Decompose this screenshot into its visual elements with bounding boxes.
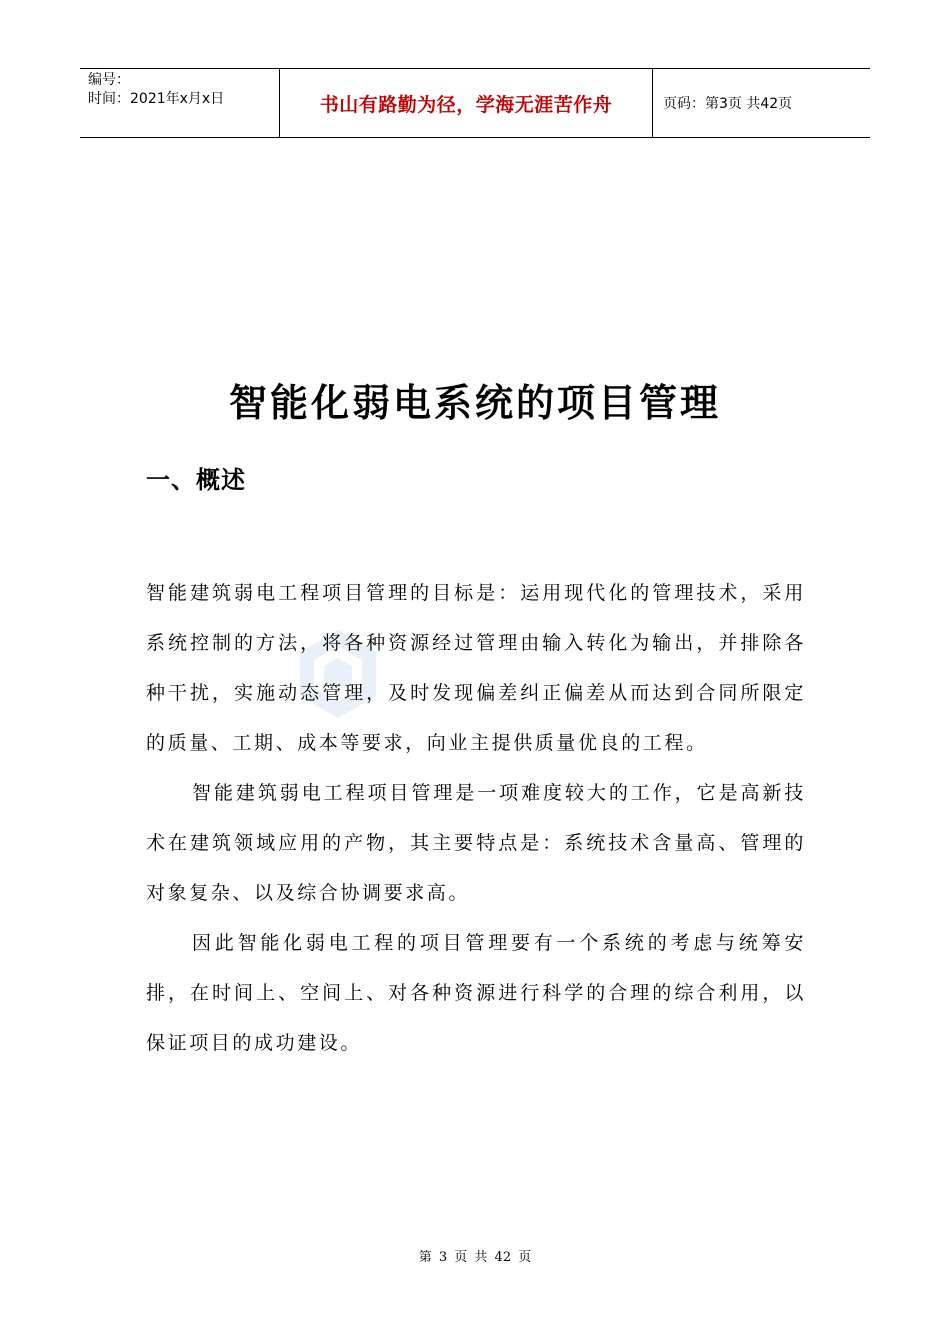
header-number-label: 编号：	[88, 72, 130, 88]
paragraph-3: 因此智能化弱电工程的项目管理要有一个系统的考虑与统筹安排，在时间上、空间上、对各种资源进行科学的合理的综合利用，以保证项目的成功建设。	[146, 932, 806, 1054]
page-footer: 第 3 页 共 42 页	[418, 1250, 532, 1265]
header-meta	[80, 69, 280, 137]
paragraph-1: 智能建筑弱电工程项目管理的目标是：运用现代化的管理技术，采用系统控制的方法，将各种资源经过管理由输入转化为输出，并排除各种干扰，实施动态管理，及时发现偏差纠正偏差从而达到合同所限定的质量、工期、成本等要求，向业主提供质量优良的工程。	[146, 582, 806, 754]
header-page-info: 页码：第3页 共42页	[663, 96, 793, 112]
section-heading: 一、概述	[146, 466, 246, 494]
paragraph-2: 智能建筑弱电工程项目管理是一项难度较大的工作，它是高新技术在建筑领域应用的产物，其主要特点是：系统技术含量高、管理的对象复杂、以及综合协调要求高。	[146, 782, 806, 904]
body-text	[146, 568, 806, 1068]
page-header	[80, 68, 870, 138]
header-date: 时间：2021年x月x日	[88, 91, 225, 107]
header-motto: 书山有路勤为径，学海无涯苦作舟	[280, 69, 653, 137]
document-title: 智能化弱电系统的项目管理	[228, 380, 721, 425]
